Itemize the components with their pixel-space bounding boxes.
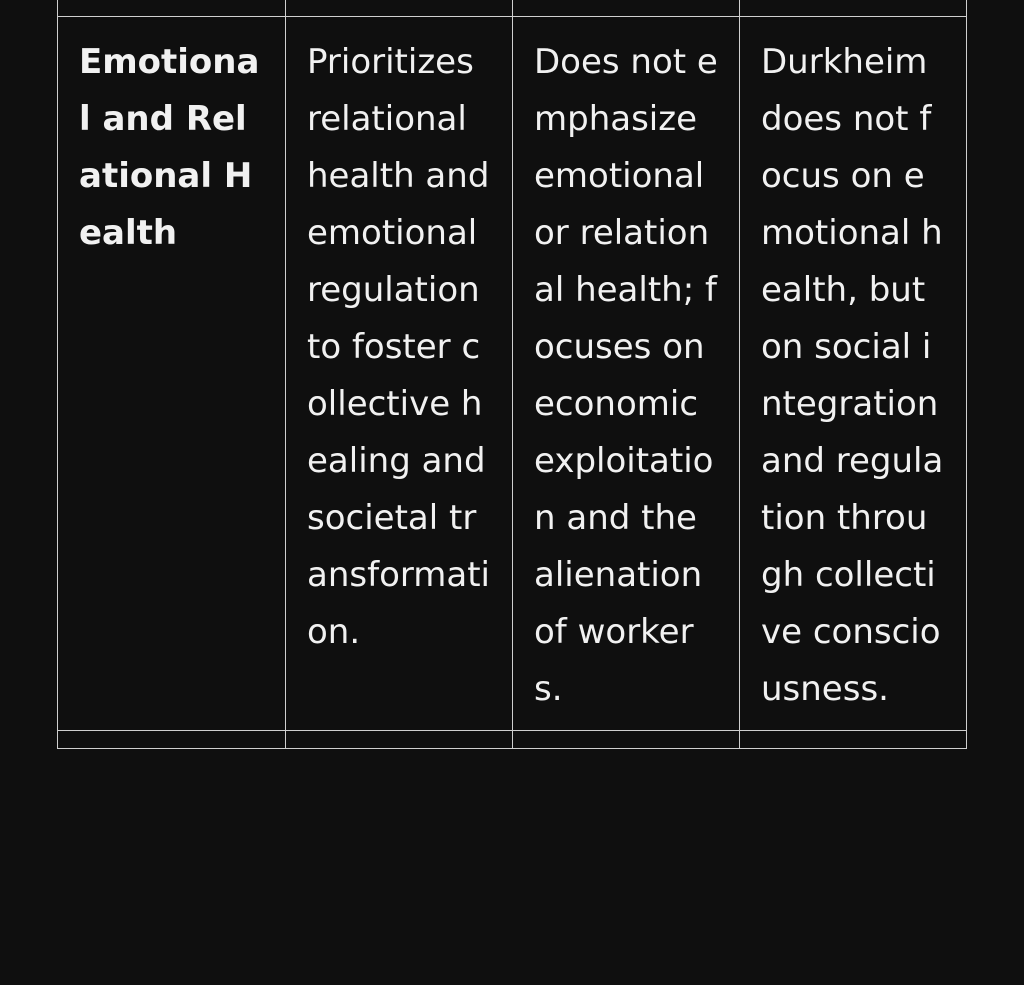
table-cell-empty xyxy=(58,0,286,17)
table-cell-col-2 xyxy=(286,17,513,731)
table-cell-empty xyxy=(513,731,740,749)
cell-text-col-4: Durkheim does not focus on emotional health, but on social integration and regulation through collective consciousness. xyxy=(761,42,944,709)
table-cell-empty xyxy=(740,0,967,17)
table-row-next xyxy=(58,731,967,749)
comparison-table xyxy=(57,0,967,749)
cell-text-col-2: Prioritizes relational health and emotional regulation to foster collective healing and societal transformation. xyxy=(307,42,490,652)
table-cell-col-4 xyxy=(740,17,967,731)
table-cell-col-3 xyxy=(513,17,740,731)
table-cell-empty xyxy=(286,731,513,749)
table-cell-empty xyxy=(286,0,513,17)
table-cell-empty xyxy=(740,731,967,749)
table-row-emotional-relational-health xyxy=(58,17,967,731)
row-header-cell xyxy=(58,17,286,731)
table-row-previous xyxy=(58,0,967,17)
table-cell-empty xyxy=(58,731,286,749)
table-cell-empty xyxy=(513,0,740,17)
cell-text-col-3: Does not emphasize emotional or relational health; focuses on economic exploitation and the alienation of workers. xyxy=(534,42,718,709)
row-header-label: Emotional and Relational Health xyxy=(79,42,260,253)
